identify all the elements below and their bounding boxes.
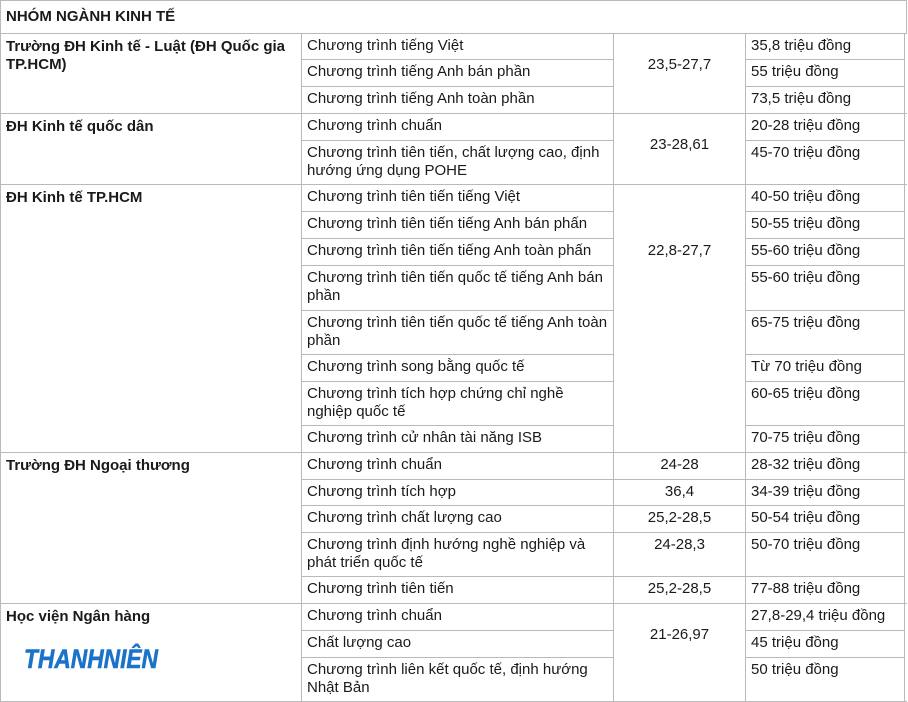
program-name: Chương trình tiên tiến quốc tế tiếng Anh toàn phần (302, 311, 614, 355)
program-name: Chương trình chuẩn (302, 114, 614, 141)
tuition-fee: 77-88 triệu đồng (746, 577, 905, 604)
program-name: Chương trình định hướng nghề nghiệp và phát triển quốc tế (302, 533, 614, 577)
program-name: Chương trình tiên tiến tiếng Anh toàn phấn (302, 239, 614, 266)
logo-text: THANHNIÊN (24, 644, 183, 674)
school-name: ĐH Kinh tế TP.HCM (1, 185, 302, 453)
admission-score: 25,2-28,5 (614, 506, 746, 533)
tuition-fee: 50-55 triệu đồng (746, 212, 905, 239)
tuition-fee: 55-60 triệu đồng (746, 239, 905, 266)
program-name: Chương trình cử nhân tài năng ISB (302, 426, 614, 453)
tuition-fee: 28-32 triệu đồng (746, 453, 905, 480)
program-name: Chương trình tiên tiến tiếng Việt (302, 185, 614, 212)
program-name: Chương trình tiên tiến quốc tế tiếng Anh bán phần (302, 266, 614, 311)
tuition-fee: 55 triệu đồng (746, 60, 905, 87)
admission-score: 25,2-28,5 (614, 577, 746, 604)
tuition-fee: 73,5 triệu đồng (746, 87, 905, 114)
program-name: Chương trình tích hợp (302, 480, 614, 506)
program-name: Chương trình tiên tiến tiếng Anh bán phấn (302, 212, 614, 239)
program-name: Chương trình tích hợp chứng chỉ nghề nghiệp quốc tế (302, 382, 614, 426)
school-name: Trường ĐH Kinh tế - Luật (ĐH Quốc gia TP.HCM) (1, 34, 302, 114)
tuition-fee: 60-65 triệu đồng (746, 382, 905, 426)
admission-score: 23,5-27,7 (614, 34, 746, 114)
tuition-fee: 50-70 triệu đồng (746, 533, 905, 577)
school-name: Trường ĐH Ngoại thương (1, 453, 302, 604)
program-name: Chương trình chuẩn (302, 604, 614, 631)
tuition-fee: Từ 70 triệu đồng (746, 355, 905, 382)
tuition-fee: 27,8-29,4 triệu đồng (746, 604, 905, 631)
program-name: Chương trình song bằng quốc tế (302, 355, 614, 382)
program-name: Chương trình tiếng Anh toàn phần (302, 87, 614, 114)
tuition-fee: 35,8 triệu đồng (746, 34, 905, 60)
admission-score: 36,4 (614, 480, 746, 506)
tuition-fee: 45-70 triệu đồng (746, 141, 905, 185)
program-name: Chương trình tiên tiến, chất lượng cao, định hướng ứng dụng POHE (302, 141, 614, 185)
program-name: Chương trình tiếng Việt (302, 34, 614, 60)
tuition-fee: 50 triệu đồng (746, 658, 905, 702)
admission-score: 23-28,61 (614, 114, 746, 185)
school-name: Học viện Ngân hàng (1, 604, 302, 702)
tuition-fee: 40-50 triệu đồng (746, 185, 905, 212)
admission-score: 24-28 (614, 453, 746, 480)
program-name: Chương trình tiếng Anh bán phần (302, 60, 614, 87)
program-name: Chất lượng cao (302, 631, 614, 658)
thanhnien-logo (24, 642, 183, 674)
admission-score: 22,8-27,7 (614, 185, 746, 453)
table-heading: NHÓM NGÀNH KINH TẾ (1, 1, 907, 34)
tuition-fee: 50-54 triệu đồng (746, 506, 905, 533)
tuition-fee: 20-28 triệu đồng (746, 114, 905, 141)
program-name: Chương trình chất lượng cao (302, 506, 614, 533)
program-name: Chương trình chuẩn (302, 453, 614, 480)
admission-score: 24-28,3 (614, 533, 746, 577)
tuition-fee: 34-39 triệu đồng (746, 480, 905, 506)
tuition-fee: 45 triệu đồng (746, 631, 905, 658)
admission-score: 21-26,97 (614, 604, 746, 702)
program-name: Chương trình tiên tiến (302, 577, 614, 604)
tuition-fee: 55-60 triệu đồng (746, 266, 905, 311)
tuition-fee: 65-75 triệu đồng (746, 311, 905, 355)
school-name: ĐH Kinh tế quốc dân (1, 114, 302, 185)
program-name: Chương trình liên kết quốc tế, định hướng Nhật Bản (302, 658, 614, 702)
tuition-fee: 70-75 triệu đồng (746, 426, 905, 453)
